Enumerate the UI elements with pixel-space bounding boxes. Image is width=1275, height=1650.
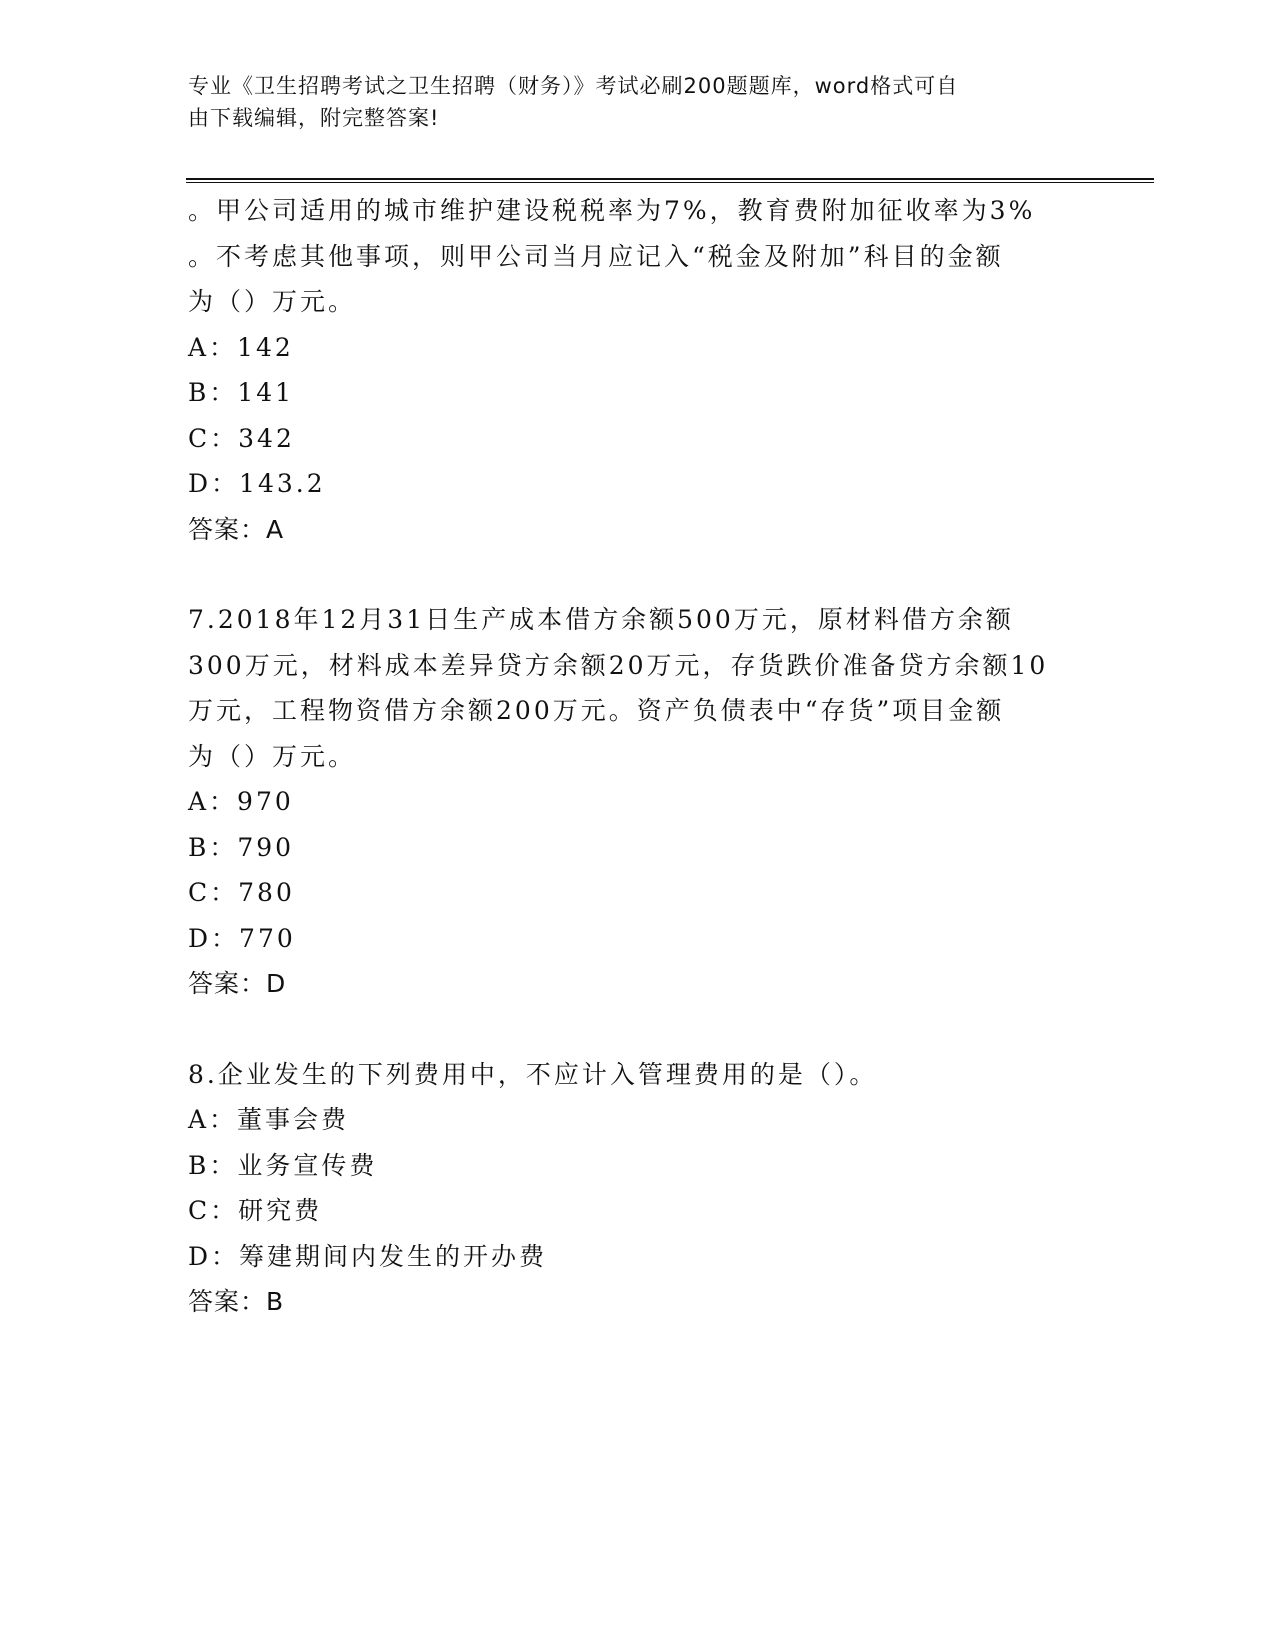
question-7: [188, 597, 1088, 1007]
question-7-stem-line-1: 7.2018年12月31日生产成本借方余额500万元，原材料借方余额: [188, 605, 1014, 634]
question-8-stem-line-1: 8.企业发生的下列费用中，不应计入管理费用的是（）。: [188, 1059, 878, 1089]
question-6-stem-line-1: 。甲公司适用的城市维护建设税税率为7%，教育费附加征收率为3%: [188, 196, 1036, 225]
question-7-option-b: B：790: [188, 832, 295, 862]
question-7-stem-line-2: 300万元，材料成本差异贷方余额20万元，存货跌价准备贷方余额10: [188, 650, 1049, 680]
question-8-option-c: C：研究费: [188, 1196, 323, 1225]
question-6-stem-line-2: 。不考虑其他事项，则甲公司当月应记入“税金及附加”科目的金额: [188, 241, 1004, 271]
header-line-1: 专业《卫生招聘考试之卫生招聘（财务）》考试必刷200题题库，word格式可自: [188, 74, 959, 98]
question-7-option-a: A：970: [188, 787, 294, 816]
question-7-answer: 答案：D: [188, 969, 287, 998]
question-8-answer: 答案：B: [188, 1287, 285, 1316]
question-spacer: [188, 552, 1088, 597]
question-6: [188, 188, 1088, 552]
question-7-option-d: D：770: [188, 923, 296, 953]
question-8-option-d: D：筹建期间内发生的开办费: [188, 1241, 548, 1271]
question-content: [188, 188, 1088, 1325]
question-8-option-b: B：业务宣传费: [188, 1150, 378, 1180]
header-rule-thick: [186, 178, 1154, 180]
question-6-option-d: D：143.2: [188, 469, 326, 498]
question-7-option-c: C：780: [188, 878, 295, 907]
question-6-option-c: C：342: [188, 423, 295, 453]
header-line-2: 由下载编辑，附完整答案!: [188, 106, 440, 130]
question-8: [188, 1052, 1088, 1325]
question-7-stem-line-4: 为（）万元。: [188, 741, 357, 771]
document-header: [188, 70, 1068, 134]
question-6-stem-line-3: 为（）万元。: [188, 287, 357, 316]
question-6-answer: 答案：A: [188, 514, 285, 544]
header-rule-thin: [186, 182, 1154, 183]
question-spacer: [188, 1007, 1088, 1052]
question-8-option-a: A：董事会费: [188, 1105, 350, 1134]
question-6-option-b: B：141: [188, 378, 295, 407]
question-6-option-a: A：142: [188, 332, 294, 362]
question-7-stem-line-3: 万元，工程物资借方余额200万元。资产负债表中“存货”项目金额: [188, 696, 1005, 725]
